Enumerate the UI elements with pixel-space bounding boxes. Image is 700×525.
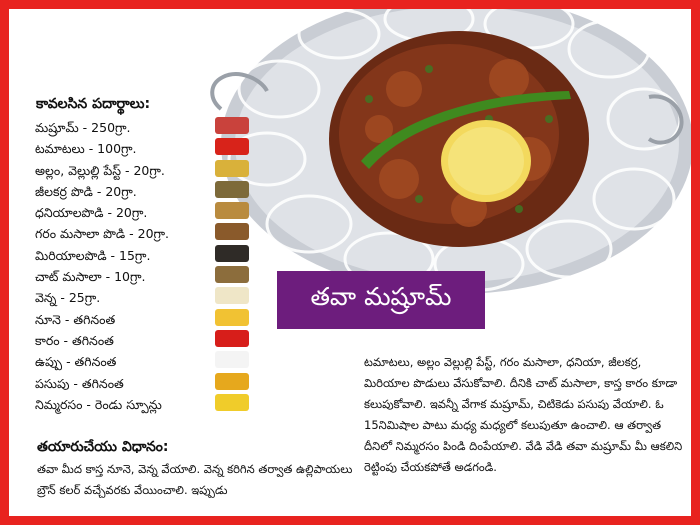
ingredient-item: చాట్ మసాలా - 10గ్రా. [35,269,146,285]
ingredient-item: ధనియాలపొడి - 20గ్రా. [35,205,148,221]
ingredient-swatch [215,266,249,283]
ingredient-swatch [215,394,249,411]
ingredient-swatch [215,309,249,326]
ingredient-item: మష్రూమ్ - 250గ్రా. [35,120,131,135]
ingredient-swatch [215,181,249,198]
ingredient-item: మిరియాలపొడి - 15గ్రా. [35,247,151,263]
ingredient-item: గరం మసాలా పొడి - 20గ్రా. [35,226,170,242]
ingredient-swatch [215,245,249,262]
ingredient-swatch [215,202,249,219]
ingredient-item: అల్లం, వెల్లుల్లి పేస్ట్ - 20గ్రా. [35,162,165,178]
ingredient-item: జీలకర్ర పొడి - 20గ్రా. [35,183,137,199]
method-text-right: టమాటలు, అల్లం వెల్లుల్లి పేస్ట్, గరం మసాలా, ధనియా, జీలకర్ర, మిరియాల పొడులు వేసుకోవాలి. దీనికి చాట్ మసాలా, కాస్త కారం కూడా కలుపుకోవాలి. ఇవన్నీ వేగాక మష్రూమ్, చిటికెడు పసుపు వేయాలి. ఓ 15నిమిషాల పాటు మధ్య మధ్యలో కలుపుతూ ఉంచాలి. ఆ తర్వాత దీనిలో నిమ్మరసం పిండి దింపేయాలి. వేడి వేడి తవా మష్రూమ్ మీ ఆకలిని రెట్టింపు చేయకపోతే అడగండి. [364,355,683,474]
ingredient-swatches [215,117,249,415]
ingredient-swatch [215,160,249,177]
ingredient-swatch [215,117,249,134]
ingredients-list [35,117,215,415]
recipe-card [9,9,691,516]
ingredient-swatch [215,223,249,240]
method-text-left: తవా మీద కాస్త నూనె, వెన్న వేయాలి. వెన్న కరిగిన తర్వాత ఉల్లిపాయలు బ్రౌన్ కలర్ వచ్చేవరకు వేయించాలి. ఇప్పుడు [37,462,353,497]
recipe-title: తవా మష్రూమ్ [277,271,485,329]
ingredient-item: కారం - తగినంత [35,332,114,348]
ingredient-swatch [215,330,249,347]
ingredient-swatch [215,373,249,390]
ingredient-item: టమాటలు - 100గ్రా. [35,141,137,157]
ingredient-item: పసుపు - తగినంత [35,375,124,391]
ingredient-item: నిమ్మరసం - రెండు స్పూన్లు [35,396,162,412]
ingredients-heading: కావలసిన పదార్థాలు: [36,96,151,112]
ingredient-item: ఉప్పు - తగినంత [35,354,117,370]
ingredient-item: నూనె - తగినంత [35,311,116,327]
ingredient-swatch [215,138,249,155]
method-heading: తయారుచేయు విధానం: [37,439,169,455]
ingredient-swatch [215,351,249,368]
ingredient-item: వెన్న - 25గ్రా. [35,290,101,306]
ingredient-swatch [215,287,249,304]
